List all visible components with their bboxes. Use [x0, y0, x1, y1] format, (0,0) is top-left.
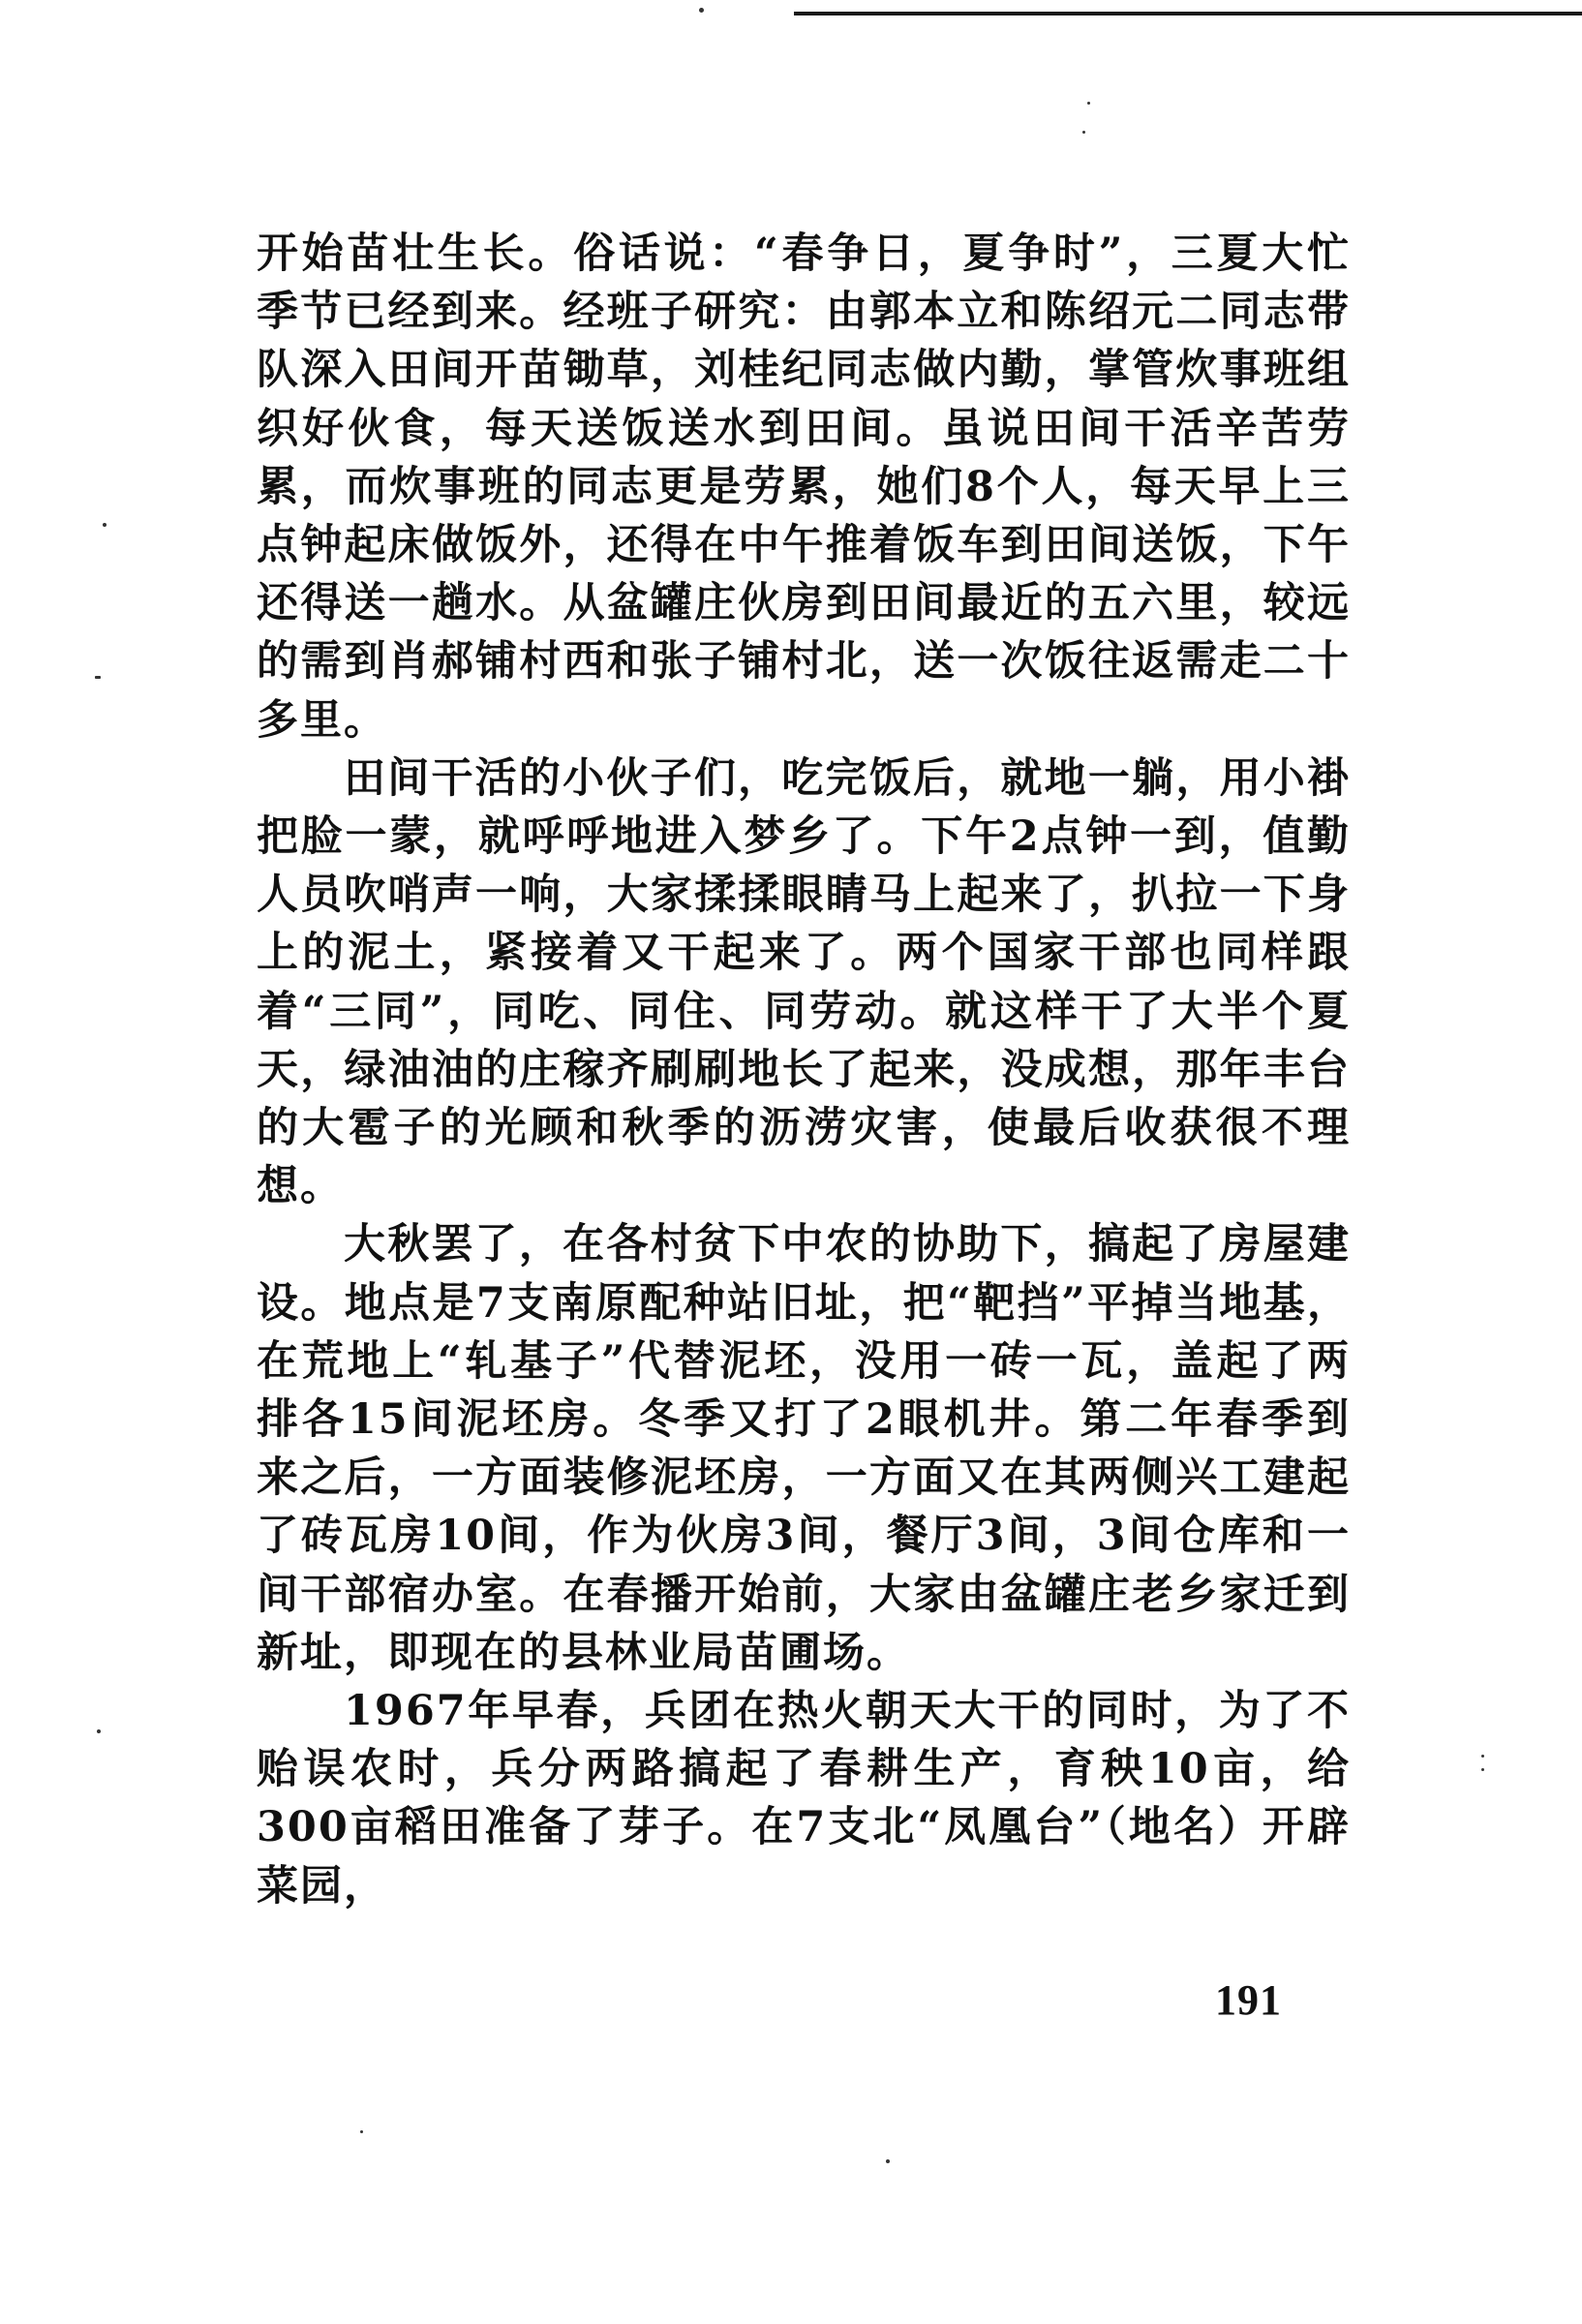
paragraph: 开始苗壮生长。俗话说：“春争日，夏争时”，三夏大忙季节已经到来。经班子研究：由郭本立和陈绍元二同志带队深入田间开苗锄草，刘桂纪同志做内勤，掌管炊事班组织好伙食，每天送饭送水到田间。虽说田间干活辛苦劳累，而炊事班的同志更是劳累，她们8个人，每天早上三点钟起床做饭外，还得在中午推着饭车到田间送饭，下午还得送一趟水。从盆罐庄伙房到田间最近的五六里，较远的需到肖郝铺村西和张子铺村北，送一次饭往返需走二十多里。 [257, 229, 1351, 745]
scan-speck [1481, 1755, 1484, 1758]
scan-speck [103, 523, 106, 527]
paragraph: 田间干活的小伙子们，吃完饭后，就地一躺，用小褂把脸一蒙，就呼呼地进入梦乡了。下午2点钟一到，值勤人员吹哨声一响，大家揉揉眼睛马上起来了，扒拉一下身上的泥土，紧接着又干起来了。两个国家干部也同样跟着“三同”，同吃、同住、同劳动。就这样干了大半个夏天，绿油油的庄稼齐刷刷地长了起来，没成想，那年丰台的大雹子的光顾和秋季的沥涝灾害，使最后收获很不理想。 [257, 753, 1351, 1211]
body-text [257, 225, 1351, 1915]
scan-speck [1481, 1768, 1484, 1771]
scan-speck [1082, 131, 1085, 134]
scan-speck [699, 8, 704, 13]
scan-speck [95, 676, 101, 679]
scan-speck [360, 2130, 363, 2133]
scan-speck [886, 2159, 890, 2163]
page-number: 191 [1215, 1976, 1282, 2024]
top-rule [794, 12, 1582, 15]
scan-speck [1087, 102, 1090, 105]
paragraph: 1967年早春，兵团在热火朝天大干的同时，为了不贻误农时，兵分两路搞起了春耕生产，育秧10亩，给300亩稻田准备了芽子。在7支北“凤凰台”（地名）开辟菜园， [257, 1687, 1351, 1911]
paragraph: 大秋罢了，在各村贫下中农的协助下，搞起了房屋建设。地点是7支南原配种站旧址，把“靶挡”平掉当地基，在荒地上“轧基子”代替泥坯，没用一砖一瓦，盖起了两排各15间泥坯房。冬季又打了2眼机井。第二年春季到来之后，一方面装修泥坯房，一方面又在其两侧兴工建起了砖瓦房10间，作为伙房3间，餐厅3间，3间仓库和一间干部宿办室。在春播开始前，大家由盆罐庄老乡家迁到新址，即现在的县林业局苗圃场。 [257, 1220, 1351, 1677]
scan-speck [97, 1729, 101, 1733]
